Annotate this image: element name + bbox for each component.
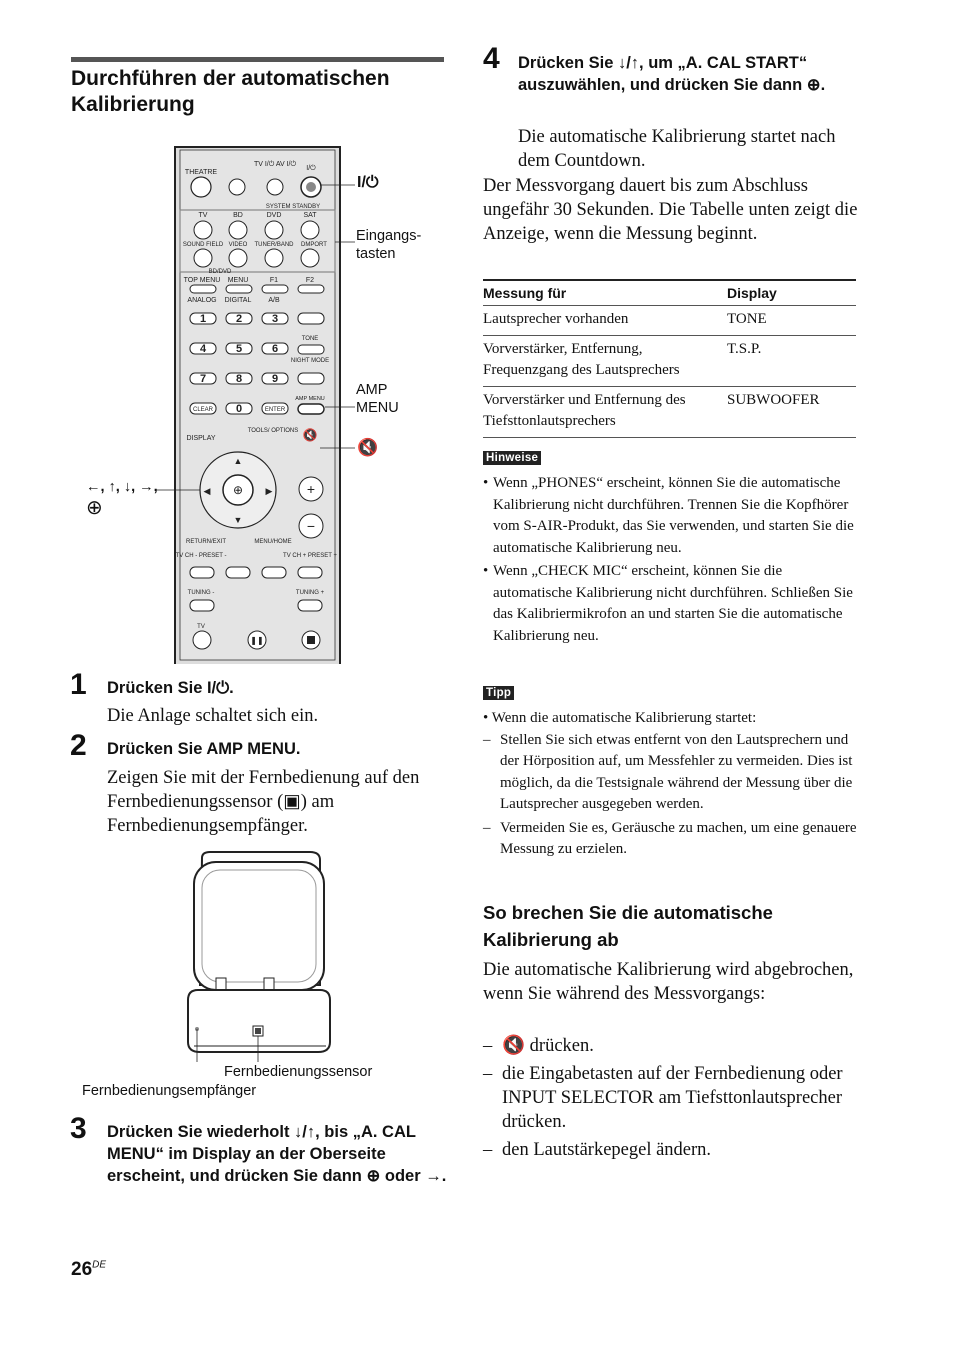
- list-item: – den Lautstärkepegel ändern.: [483, 1138, 858, 1162]
- next-button[interactable]: [298, 567, 322, 578]
- theatre-button[interactable]: [191, 177, 211, 197]
- tipp-block: [483, 708, 858, 863]
- tv-av-power-button[interactable]: [267, 179, 283, 195]
- top-menu-button[interactable]: [190, 285, 216, 293]
- tone-button[interactable]: [298, 345, 324, 354]
- menu-button[interactable]: [226, 285, 252, 293]
- step-1-text: Die Anlage schaltet sich ein.: [107, 706, 319, 726]
- abort-list: [483, 1034, 858, 1166]
- svg-text:9: 9: [271, 373, 279, 385]
- list-item: – Stellen Sie sich etwas entfernt von den Lautsprechern und der Hörposition auf, um Messfehler zu vermeiden. Dies ist möglich, da die Testsignale während der Messung über die Lautsprecher ausgegeben werden.: [483, 730, 858, 816]
- sat-input-button[interactable]: [301, 221, 319, 239]
- digital-label: DIGITAL: [224, 297, 252, 304]
- tuning-plus-label: TUNING +: [295, 590, 325, 596]
- system-standby-label: SYSTEM STANDBY: [265, 204, 321, 210]
- svg-text:5: 5: [235, 343, 243, 355]
- night-mode-button[interactable]: [298, 373, 324, 384]
- step-3-number: 3: [70, 1112, 87, 1145]
- section-rule: [71, 57, 444, 62]
- sensor-label: Fernbedienungssensor: [224, 1064, 373, 1080]
- btn-dmport-label: DMPORT: [301, 242, 327, 248]
- step-3-title: Drücken Sie wiederholt ↓/↑, bis „A. CAL MENU“ im Display an der Oberseite erscheint, und drücken Sie dann ⊕ oder →.: [107, 1123, 447, 1185]
- list-item: • Wenn „CHECK MIC“ erscheint, können Sie die automatische Kalibrierung nicht durchführen. Schließen Sie das Kalibriermikrofon an und starten Sie die automatische Kalibrierung neu.: [483, 561, 858, 647]
- btn-power-label: I/⏻: [306, 165, 316, 172]
- dpad-right[interactable]: ▶: [265, 486, 273, 496]
- svg-text:−: −: [306, 518, 316, 534]
- menu-label: MENU: [227, 277, 249, 284]
- dvd-input-button[interactable]: [265, 221, 283, 239]
- sound-field-button[interactable]: [194, 249, 212, 267]
- svg-text:0: 0: [235, 403, 243, 415]
- list-item: – 🔇 drücken.: [483, 1034, 858, 1058]
- remote-control-illustration: [80, 142, 360, 664]
- advance-button[interactable]: [262, 567, 286, 578]
- tipp-intro: • Wenn die automatische Kalibrierung startet:: [483, 710, 757, 726]
- amp-menu-callout: AMP MENU: [356, 382, 399, 416]
- svg-text:1: 1: [199, 313, 207, 325]
- dpad-up[interactable]: ▲: [233, 456, 243, 466]
- power-callout: I/⏻: [357, 174, 379, 191]
- clear-label: CLEAR: [192, 407, 214, 413]
- btn-tv-label: TV: [198, 212, 208, 219]
- night-mode-label: NIGHT MODE: [290, 358, 330, 364]
- table-header-measure: Messung für: [483, 280, 727, 306]
- hinweise-badge: Hinweise: [483, 451, 541, 465]
- svg-text:+: +: [306, 481, 316, 497]
- ab-label: A/B: [268, 297, 280, 304]
- f1-button[interactable]: [262, 285, 288, 293]
- receiver-label: Fernbedienungsempfänger: [82, 1083, 257, 1099]
- tvch-plus-label: TV CH + PRESET +: [283, 553, 337, 559]
- dpad-down[interactable]: ▼: [233, 515, 243, 525]
- enter-label: ENTER: [264, 407, 286, 413]
- bd-dvd-label: BD/DVD: [208, 269, 232, 275]
- tv-input-button[interactable]: [194, 221, 212, 239]
- dmport-input-button[interactable]: [301, 249, 319, 267]
- btn-tv-av-label: TV I/⏻ AV I/⏻: [253, 161, 297, 168]
- step-2-text: Zeigen Sie mit der Fernbedienung auf den Fernbedienungssensor (▣) am Fernbedienungsempfänger.: [107, 768, 420, 836]
- btn-dvd-label: DVD: [266, 212, 282, 219]
- btn-video-label: VIDEO: [228, 242, 248, 248]
- btn-theatre-label: THEATRE: [184, 169, 218, 176]
- table-header-display: Display: [727, 280, 856, 306]
- svg-text:2: 2: [235, 313, 243, 325]
- svg-text:7: 7: [199, 373, 207, 385]
- measurement-table: [483, 279, 856, 438]
- fast-forward-button[interactable]: [298, 600, 322, 611]
- list-item: – die Eingabetasten auf der Fernbedienung oder INPUT SELECTOR am Tiefsttonlautsprecher drücken.: [483, 1062, 858, 1134]
- top-menu-label: TOP MENU: [183, 277, 221, 284]
- mute-icon: 🔇: [302, 428, 318, 442]
- tvch-minus-label: TV CH - PRESET -: [175, 553, 227, 559]
- list-item: – Vermeiden Sie es, Geräusche zu machen, um eine genauere Messung zu erzielen.: [483, 818, 858, 861]
- tv-label: TV: [197, 624, 205, 630]
- amp-menu-button[interactable]: [298, 404, 324, 414]
- section-title: Durchführen der automatischen Kalibrierung: [71, 67, 390, 116]
- step-1-title: Drücken Sie I/⏻.: [107, 679, 234, 697]
- prev-button[interactable]: [190, 567, 214, 578]
- page-number: 26DE: [71, 1259, 107, 1280]
- dpad-left[interactable]: ◀: [203, 486, 211, 496]
- step-4-text: Die automatische Kalibrierung startet nach dem Countdown.: [518, 127, 836, 171]
- abort-intro: Die automatische Kalibrierung wird abgebrochen, wenn Sie während des Messvorgangs:: [483, 960, 854, 1004]
- btn-bd-label: BD: [233, 212, 243, 219]
- btn-tuner-label: TUNER/BAND: [254, 242, 294, 248]
- enter-callout-icon: ⊕: [86, 497, 103, 519]
- step-2-number: 2: [70, 729, 87, 762]
- receiver-illustration: [180, 850, 340, 1062]
- svg-text:3: 3: [271, 313, 279, 325]
- table-row: Lautsprecher vorhanden TONE: [483, 306, 856, 336]
- step-4-number: 4: [483, 42, 500, 75]
- svg-text:4: 4: [199, 343, 207, 355]
- svg-text:❚❚: ❚❚: [250, 636, 264, 645]
- replay-button[interactable]: [226, 567, 250, 578]
- svg-text:⊕: ⊕: [232, 483, 244, 497]
- tuner-input-button[interactable]: [265, 249, 283, 267]
- display-label: DISPLAY: [186, 435, 216, 442]
- input-button[interactable]: [229, 179, 245, 195]
- analog-label: ANALOG: [187, 297, 217, 304]
- f2-label: F2: [305, 277, 315, 284]
- step-1-number: 1: [70, 668, 87, 701]
- svg-text:6: 6: [271, 343, 279, 355]
- rewind-button[interactable]: [190, 600, 214, 611]
- hinweise-list: [483, 473, 858, 649]
- list-item: • Wenn „PHONES“ erscheint, können Sie die automatische Kalibrierung nicht durchführen. Trennen Sie die Kopfhörer vom S-AIR-Produkt, das Sie verwenden, und starten Sie die automatische Kalibrierung neu.: [483, 473, 858, 559]
- table-row: Vorverstärker, Entfernung, Frequenzgang des Lautsprechers T.S.P.: [483, 335, 856, 386]
- btn-sat-label: SAT: [303, 212, 317, 219]
- tone-label: TONE: [301, 336, 319, 342]
- f2-button[interactable]: [298, 285, 324, 293]
- tools-label: TOOLS/ OPTIONS: [247, 428, 299, 434]
- mute-callout: 🔇: [357, 438, 379, 457]
- btn-soundfield-label: SOUND FIELD: [182, 242, 224, 248]
- video-input-button[interactable]: [229, 249, 247, 267]
- arrows-callout: ←, ↑, ↓, →,: [86, 479, 158, 495]
- step-2-title: Drücken Sie AMP MENU.: [107, 740, 301, 758]
- tipp-badge: Tipp: [483, 686, 514, 700]
- bd-input-button[interactable]: [229, 221, 247, 239]
- abort-title: So brechen Sie die automatische Kalibrierung ab: [483, 902, 773, 950]
- input-keys-callout: Eingangs-tasten: [356, 228, 422, 262]
- intro-text: Der Messvorgang dauert bis zum Abschluss ungefähr 30 Sekunden. Die Tabelle unten zeigt die Anzeige, wenn die Messung beginnt.: [483, 176, 858, 244]
- tipp-list: [483, 730, 858, 861]
- step-4-title: Drücken Sie ↓/↑, um „A. CAL START“ auszuwählen, und drücken Sie dann ⊕.: [518, 54, 826, 94]
- table-row: Vorverstärker und Entfernung des Tiefsttonlautsprechers SUBWOOFER: [483, 386, 856, 437]
- svg-text:8: 8: [235, 373, 243, 385]
- return-label: RETURN/EXIT: [185, 539, 227, 545]
- tuning-minus-label: TUNING -: [187, 590, 215, 596]
- tv-button[interactable]: [193, 631, 211, 649]
- menu-home-label: MENU/HOME: [254, 539, 292, 545]
- f1-label: F1: [269, 277, 279, 284]
- amp-menu-remote-label: AMP MENU: [295, 396, 325, 402]
